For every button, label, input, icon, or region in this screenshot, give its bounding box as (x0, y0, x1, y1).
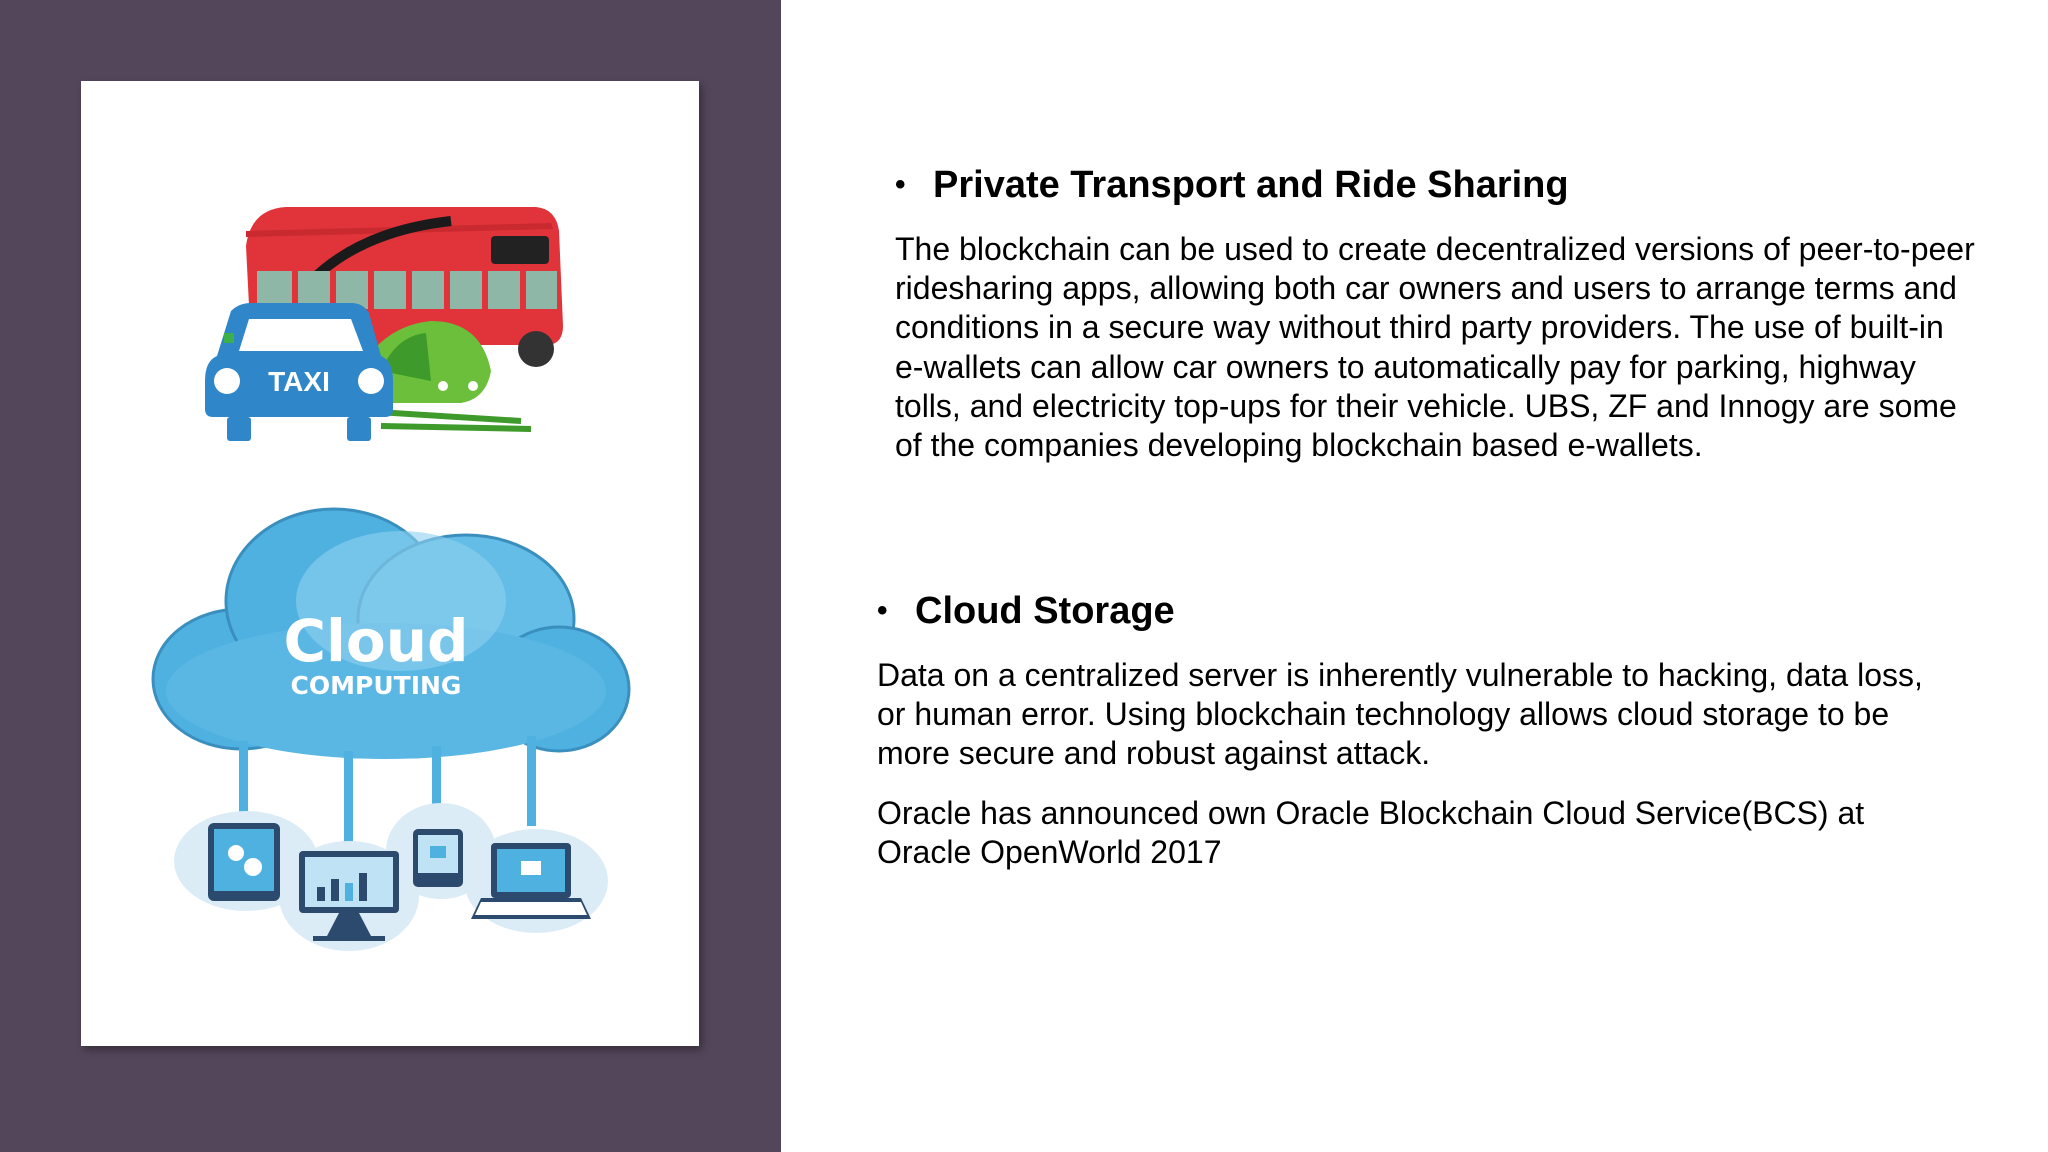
section-paragraph: Data on a centralized server is inherently vulnerable to hacking, data loss, or human error. Using blockchain technology allows cloud storage to be more secure and robust against attack. (877, 657, 1923, 772)
cloud-computing-illustration (153, 509, 629, 951)
transport-illustration (205, 207, 563, 441)
cloud-subtitle: COMPUTING (290, 671, 462, 700)
left-panel (0, 0, 781, 1152)
cloud-icon (153, 509, 629, 759)
bullet-icon: • (895, 168, 906, 201)
section-heading (877, 584, 1957, 638)
phone-icon (413, 829, 463, 887)
taxi-icon (205, 303, 393, 441)
tablet-icon (208, 823, 280, 901)
cloud-title: Cloud (283, 607, 469, 675)
bullet-icon: • (877, 594, 888, 627)
section-paragraph: The blockchain can be used to create decentralized versions of peer-to-peer ridesharing apps, allowing both car owners and users to arrange terms and conditions in a secure way without third party providers. The use of built-in e-wallets can allow car owners to automatically pay for parking, highway tolls, and electricity top-ups for their vehicle. UBS, ZF and Innogy are some of the companies developing blockchain based e-wallets. (895, 231, 1975, 464)
illustration-card (81, 81, 699, 1046)
section-cloud-storage (877, 584, 1957, 892)
section-private-transport (895, 158, 1975, 485)
illustration (81, 81, 699, 1046)
section-heading (895, 158, 1975, 212)
taxi-badge-label: TAXI (268, 366, 330, 397)
heading-text: Private Transport and Ride Sharing (933, 164, 1569, 206)
heading-text: Cloud Storage (915, 590, 1175, 632)
section-paragraph: Oracle has announced own Oracle Blockchain Cloud Service(BCS) at Oracle OpenWorld 2017 (877, 794, 1865, 870)
